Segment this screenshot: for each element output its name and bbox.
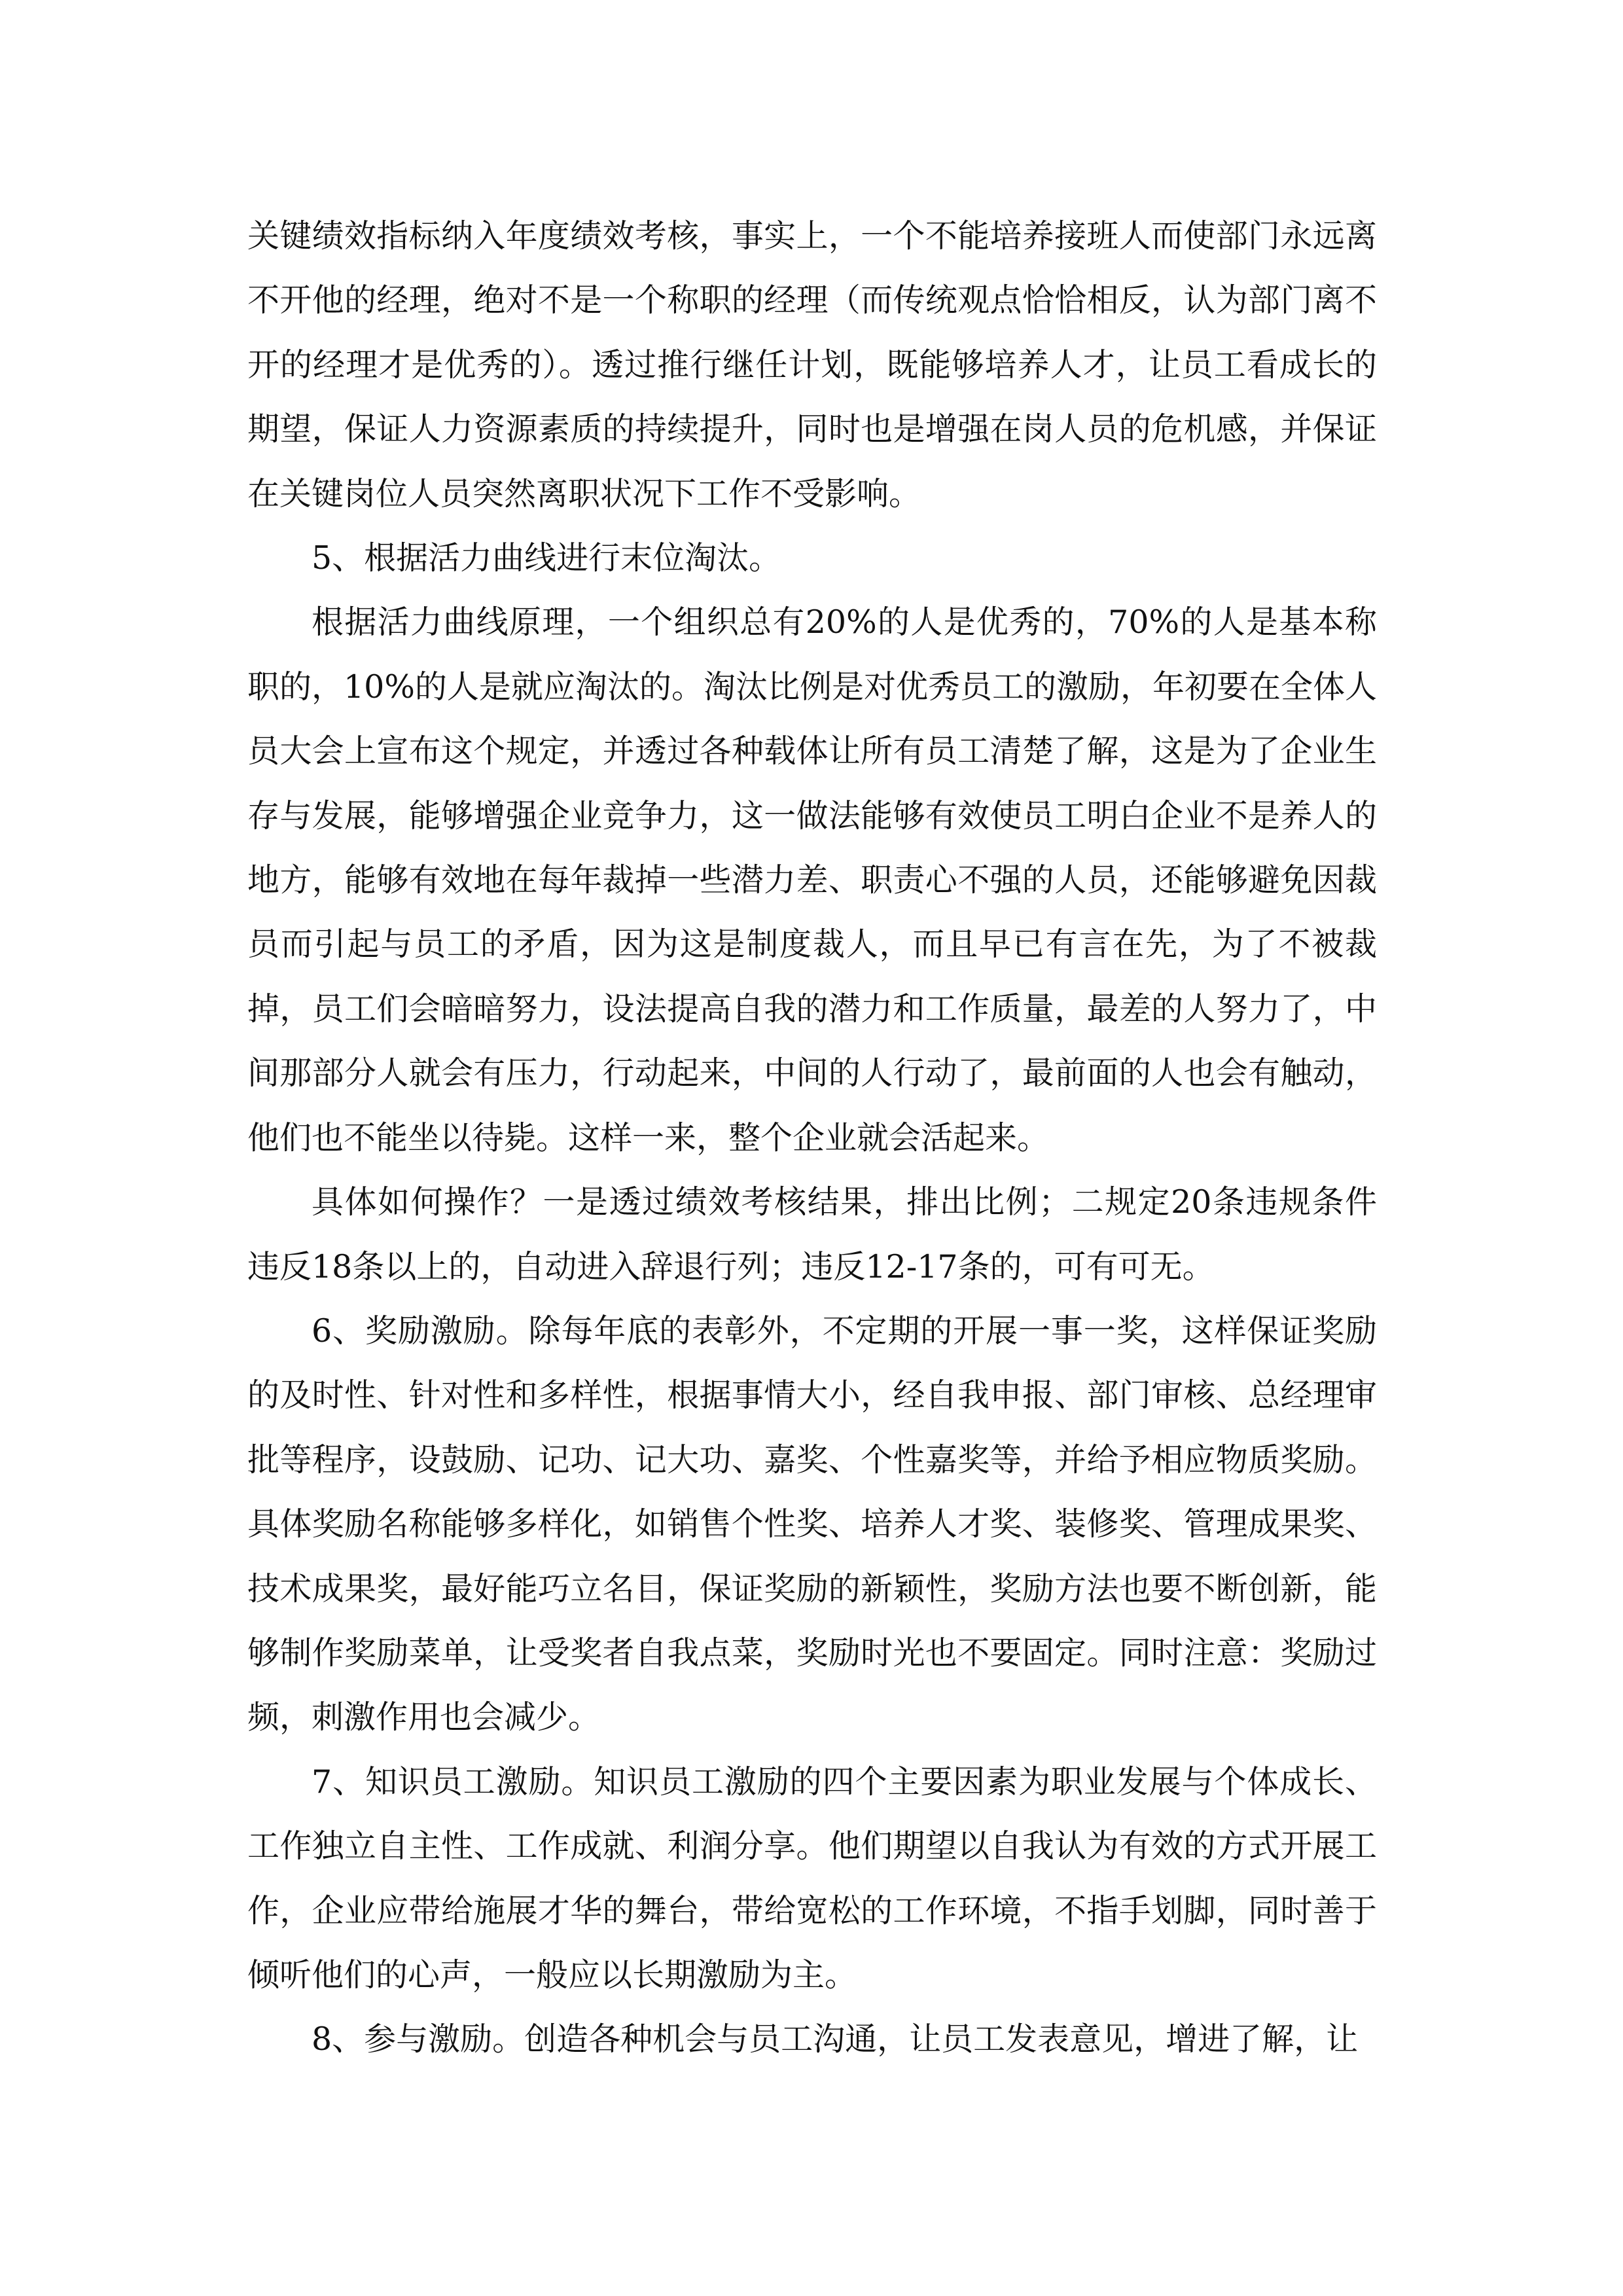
heading-vitality-curve: 5、根据活力曲线进行末位淘汰。	[312, 539, 781, 577]
paragraph-succession-plan: 关键绩效指标纳入年度绩效考核，事实上，一个不能培养接班人而使部门永远离不开他的经理，绝对不是一个称职的经理（而传统观点恰恰相反，认为部门离不开的经理才是优秀的）。透过推行继任计划，既能够培养人才，让员工看成长的期望，保证人力资源素质的持续提升，同时也是增强在岗人员的危机感，并保证在关键岗位人员突然离职状况下工作不受影响。	[247, 217, 1377, 512]
paragraph-operation: 具体如何操作？一是透过绩效考核结果，排出比例；二规定20条违规条件违反18条以上的，自动进入辞退行列；违反12-17条的，可有可无。	[247, 1183, 1377, 1285]
paragraph-vitality-curve: 根据活力曲线原理，一个组织总有20%的人是优秀的，70%的人是基本称职的，10%的人是就应淘汰的。淘汰比例是对优秀员工的激励，年初要在全体人员大会上宣布这个规定，并透过各种载体让所有员工清楚了解，这是为了企业生存与发展，能够增强企业竞争力，这一做法能够有效使员工明白企业不是养人的地方，能够有效地在每年裁掉一些潜力差、职责心不强的人员，还能够避免因裁员而引起与员工的矛盾，因为这是制度裁人，而且早已有言在先，为了不被裁掉，员工们会暗暗努力，设法提高自我的潜力和工作质量，最差的人努力了，中间那部分人就会有压力，行动起来，中间的人行动了，最前面的人也会有触动，他们也不能坐以待毙。这样一来，整个企业就会活起来。	[247, 603, 1377, 1157]
document-body	[247, 204, 1377, 2072]
paragraph-reward-incentive: 6、奖励激励。除每年底的表彰外，不定期的开展一事一奖，这样保证奖励的及时性、针对性和多样性，根据事情大小，经自我申报、部门审核、总经理审批等程序，设鼓励、记功、记大功、嘉奖、个性嘉奖等，并给予相应物质奖励。具体奖励名称能够多样化，如销售个性奖、培养人才奖、装修奖、管理成果奖、技术成果奖，最好能巧立名目，保证奖励的新颖性，奖励方法也要不断创新，能够制作奖励菜单，让受奖者自我点菜，奖励时光也不要固定。同时注意：奖励过频，刺激作用也会减少。	[247, 1312, 1377, 1736]
paragraph-knowledge-worker-incentive: 7、知识员工激励。知识员工激励的四个主要因素为职业发展与个体成长、工作独立自主性、工作成就、利润分享。他们期望以自我认为有效的方式开展工作，企业应带给施展才华的舞台，带给宽松的工作环境，不指手划脚，同时善于倾听他们的心声，一般应以长期激励为主。	[247, 1763, 1377, 1994]
paragraph-participation-incentive: 8、参与激励。创造各种机会与员工沟通，让员工发表意见，增进了解，让	[312, 2020, 1359, 2058]
